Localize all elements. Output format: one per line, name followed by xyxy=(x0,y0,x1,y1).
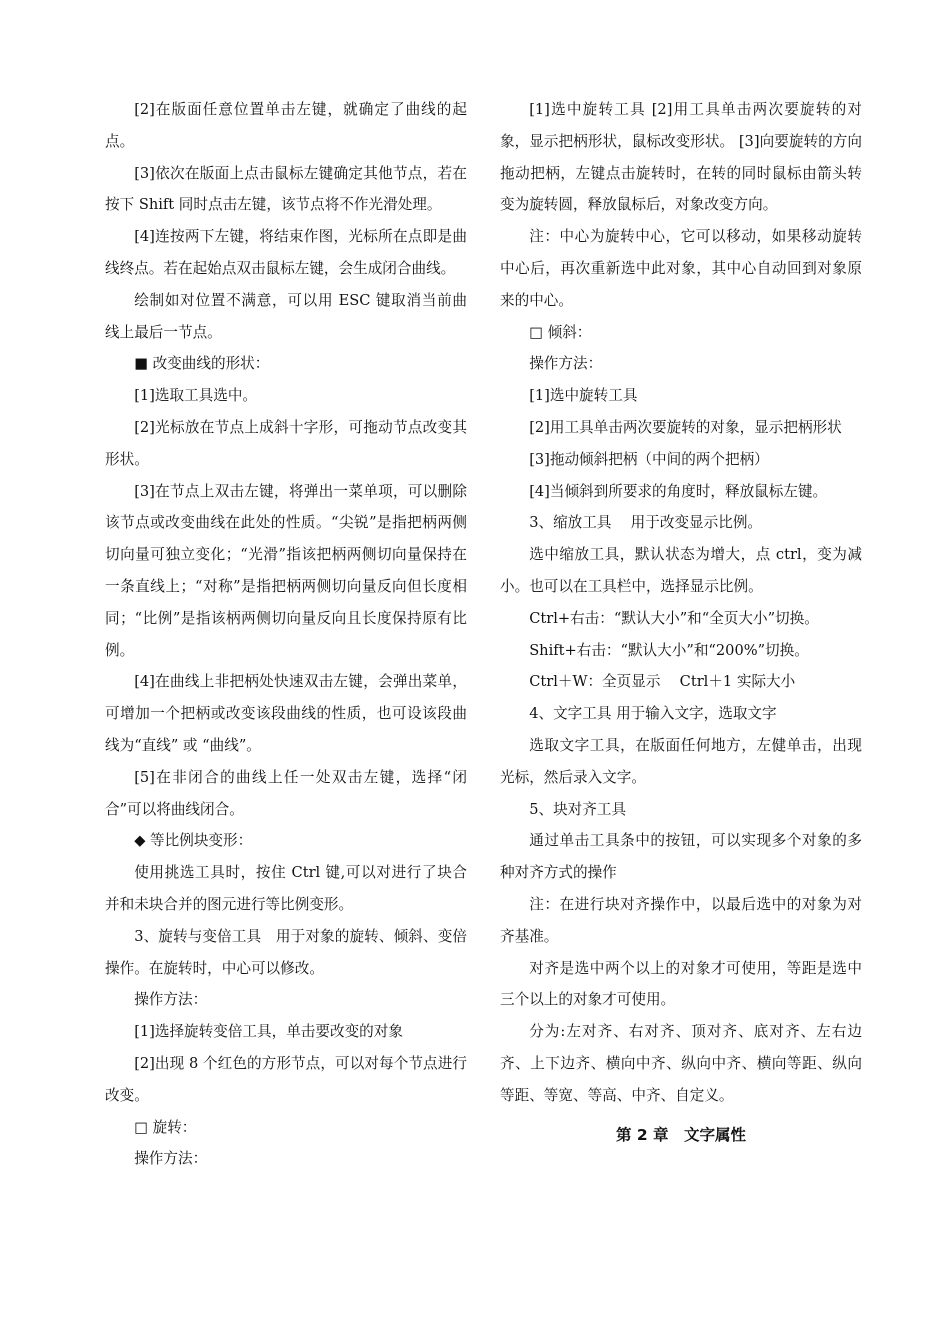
paragraph: [2]在版面任意位置单击左键，就确定了曲线的起点。 xyxy=(105,101,467,150)
paragraph: 操作方法： xyxy=(134,991,208,1009)
paragraph: 注：中心为旋转中心，它可以移动，如果移动旋转中心后，再次重新选中此对象，其中心自动回到对象原来的中心。 xyxy=(500,228,862,309)
paragraph: 使用挑选工具时，按住 Ctrl 键,可以对进行了块合并和未块合并的图元进行等比例变形。 xyxy=(105,864,467,913)
section-heading-bullet: ■ 改变曲线的形状： xyxy=(134,355,270,373)
paragraph: [3]拖动倾斜把柄（中间的两个把柄） xyxy=(529,450,769,468)
paragraph: 操作方法： xyxy=(134,1150,208,1168)
right-column xyxy=(500,94,862,1151)
paragraph: [3]在节点上双击左键，将弹出一菜单项，可以删除该节点或改变曲线在此处的性质。“尖锐”是指把柄两侧切向量可独立变化；“光滑”指该把柄两侧切向量保持在一条直线上；“对称”是指把柄两侧切向量反向但长度相同；“比例”是指该柄两侧切向量反向且长度保持原有比例。 xyxy=(105,482,467,659)
paragraph: 对齐是选中两个以上的对象才可使用，等距是选中三个以上的对象才可使用。 xyxy=(500,959,862,1009)
paragraph: 注：在进行块对齐操作中，以最后选中的对象为对齐基准。 xyxy=(500,895,862,945)
paragraph: Shift+右击：“默认大小”和“200%”切换。 xyxy=(529,641,809,659)
paragraph: [1]选取工具选中。 xyxy=(134,387,258,405)
paragraph: 3、旋转与变倍工具 用于对象的旋转、倾斜、变倍操作。在旋转时，中心可以修改。 xyxy=(105,927,467,977)
section-heading-box: □ 倾斜： xyxy=(529,323,592,341)
paragraph: [2]用工具单击两次要旋转的对象，显示把柄形状 xyxy=(529,418,842,436)
paragraph: [1]选中旋转工具 [2]用工具单击两次要旋转的对象，显示把柄形状，鼠标改变形状。 [3]向要旋转的方向拖动把柄，左键点击旋转时，在转的同时鼠标由箭头转变为旋转圆，释放鼠标后，对象改变方向。 xyxy=(500,101,862,214)
paragraph: Ctrl＋W：全页显示 Ctrl＋1 实际大小 xyxy=(529,673,796,691)
paragraph: 4、文字工具 用于输入文字，选取文字 xyxy=(529,705,777,723)
paragraph: [3]依次在版面上点击鼠标左键确定其他节点，若在按下 Shift 同时点击左键，该节点将不作光滑处理。 xyxy=(105,164,467,214)
section-heading-diamond: ◆ 等比例块变形： xyxy=(134,832,253,850)
paragraph: [1]选中旋转工具 xyxy=(529,387,638,405)
paragraph: 通过单击工具条中的按钮，可以实现多个对象的多种对齐方式的操作 xyxy=(500,832,862,882)
paragraph: Ctrl+右击：“默认大小”和“全页大小”切换。 xyxy=(529,609,819,627)
paragraph: [2]光标放在节点上成斜十字形，可拖动节点改变其形状。 xyxy=(105,418,467,468)
paragraph: [4]连按两下左键，将结束作图，光标所在点即是曲线终点。若在起始点双击鼠标左键，会生成闭合曲线。 xyxy=(105,228,467,277)
paragraph: [1]选择旋转变倍工具，单击要改变的对象 xyxy=(134,1023,403,1041)
paragraph: 分为:左对齐、右对齐、顶对齐、底对齐、左右边齐、上下边齐、横向中齐、纵向中齐、横向等距、纵向等距、等宽、等高、中齐、自定义。 xyxy=(500,1023,862,1104)
paragraph: 5、块对齐工具 xyxy=(529,800,627,818)
paragraph: [4]在曲线上非把柄处快速双击左键，会弹出菜单，可增加一个把柄或改变该段曲线的性质，也可设该段曲线为“直线” 或 “曲线”。 xyxy=(105,673,467,754)
paragraph: 操作方法： xyxy=(529,355,603,373)
paragraph: 绘制如对位置不满意，可以用 ESC 键取消当前曲线上最后一节点。 xyxy=(105,291,467,341)
paragraph: [4]当倾斜到所要求的角度时，释放鼠标左键。 xyxy=(529,482,828,500)
paragraph: 选取文字工具，在版面任何地方，左健单击，出现光标，然后录入文字。 xyxy=(500,736,862,786)
paragraph: 选中缩放工具，默认状态为增大，点 ctrl，变为减小。也可以在工具栏中，选择显示比例。 xyxy=(500,546,862,595)
paragraph: [5]在非闭合的曲线上任一处双击左键，选择“闭合”可以将曲线闭合。 xyxy=(105,768,467,818)
chapter-heading: 第 2 章 文字属性 xyxy=(615,1125,747,1144)
left-column xyxy=(105,94,467,1175)
paragraph: 3、缩放工具 用于改变显示比例。 xyxy=(529,514,763,532)
section-heading-box: □ 旋转： xyxy=(134,1118,197,1136)
paragraph: [2]出现 8 个红色的方形节点，可以对每个节点进行改变。 xyxy=(105,1054,467,1104)
